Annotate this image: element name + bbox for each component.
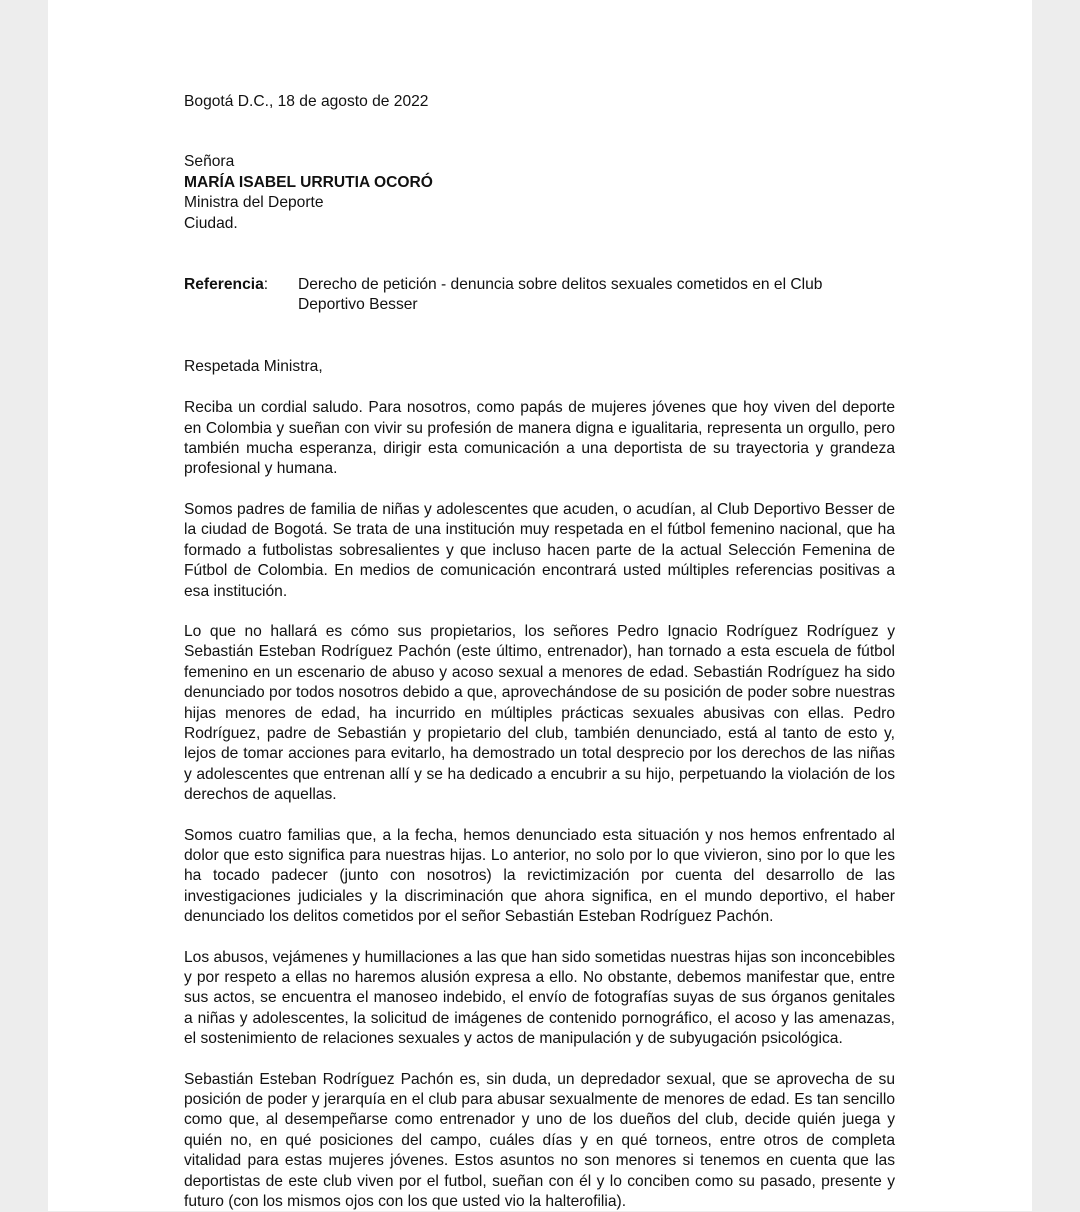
reference-text: Derecho de petición - denuncia sobre delitos sexuales cometidos en el Club Deportivo Besser bbox=[298, 276, 823, 314]
paragraphs bbox=[184, 398, 895, 1212]
letter-body bbox=[184, 92, 895, 1212]
addressee-block bbox=[184, 152, 895, 234]
paragraph: Somos padres de familia de niñas y adolescentes que acuden, o acudían, al Club Deportivo Besser de la ciudad de Bogotá. Se trata de una institución muy respetada en el fútbol femenino nacional, que ha formado a futbolistas sobresalientes y que incluso hacen parte de la actual Selección Femenina de Fútbol de Colombia. En medios de comunicación encontrará usted múltiples referencias positivas a esa institución. bbox=[184, 500, 895, 600]
paragraph: Lo que no hallará es cómo sus propietarios, los señores Pedro Ignacio Rodríguez Rodríguez y Sebastián Esteban Rodríguez Pachón (este último, entrenador), han tornado a esta escuela de fútbol femenino en un escenario de abuso y acoso sexual a menores de edad. Sebastián Rodríguez ha sido denunciado por todos nosotros debido a que, aprovechándose de su posición de poder sobre nuestras hijas menores de edad, ha incurrido en múltiples prácticas sexuales abusivas con ellas. Pedro Rodríguez, padre de Sebastián y propietario del club, también denunciado, está al tanto de esto y, lejos de tomar acciones para evitarlo, ha demostrado un total desprecio por los derechos de las niñas y adolescentes que entrenan allí y se ha dedicado a encubrir a su hijo, perpetuando la violación de los derechos de aquellas. bbox=[184, 622, 895, 804]
document-page bbox=[48, 0, 1032, 1211]
paragraph: Reciba un cordial saludo. Para nosotros, como papás de mujeres jóvenes que hoy viven del deporte en Colombia y sueñan con vivir su profesión de manera digna e igualitaria, representa un orgullo, pero también mucha esperanza, dirigir esta comunicación a una deportista de su trayectoria y grandeza profesional y humana. bbox=[184, 399, 895, 478]
greeting: Respetada Ministra, bbox=[184, 357, 323, 375]
paragraph: Somos cuatro familias que, a la fecha, hemos denunciado esta situación y nos hemos enfrentado al dolor que esto significa para nuestras hijas. Lo anterior, no solo por lo que vivieron, sino por lo que les ha tocado padecer (junto con nosotros) la revictimización por cuenta del desarrollo de las investigaciones judiciales y la discriminación que ahora significa, en el mundo deportivo, el haber denunciado los delitos cometidos por el señor Sebastián Esteban Rodríguez Pachón. bbox=[184, 826, 895, 926]
paragraph: Sebastián Esteban Rodríguez Pachón es, sin duda, un depredador sexual, que se aprovecha de su posición de poder y jerarquía en el club para abusar sexualmente de menores de edad. Es tan sencillo como que, al desempeñarse como entrenador y uno de los dueños del club, decide quién juega y quién no, en qué posiciones del campo, cuáles días y en qué torneos, entre otros de completa vitalidad para estas mujeres jóvenes. Estos asuntos no son menores si tenemos en cuenta que las deportistas de este club viven por el futbol, sueñan con él y lo conciben como su pasado, presente y futuro (con los mismos ojos con los que usted vio la halterofilia). bbox=[184, 1070, 895, 1211]
reference-block bbox=[184, 275, 895, 316]
letter-date: Bogotá D.C., 18 de agosto de 2022 bbox=[184, 93, 429, 110]
addressee-position: Ministra del Deporte bbox=[184, 194, 324, 212]
addressee-city: Ciudad. bbox=[184, 214, 238, 232]
addressee-title: Señora bbox=[184, 153, 235, 171]
paragraph: Los abusos, vejámenes y humillaciones a las que han sido sometidas nuestras hijas son inconcebibles y por respeto a ellas no haremos alusión expresa a ello. No obstante, debemos manifestar que, entre sus actos, se encuentra el manoseo indebido, el envío de fotografías suyas de sus órganos genitales a niñas y adolescentes, la solicitud de imágenes de contenido pornográfico, el acoso y las amenazas, el sostenimiento de relaciones sexuales y actos de manipulación y de subyugación psicológica. bbox=[184, 948, 895, 1048]
reference-label bbox=[184, 275, 298, 316]
reference-label-text: Referencia bbox=[184, 276, 264, 294]
reference-label-colon: : bbox=[263, 276, 269, 294]
addressee-name: MARÍA ISABEL URRUTIA OCORÓ bbox=[184, 173, 433, 191]
